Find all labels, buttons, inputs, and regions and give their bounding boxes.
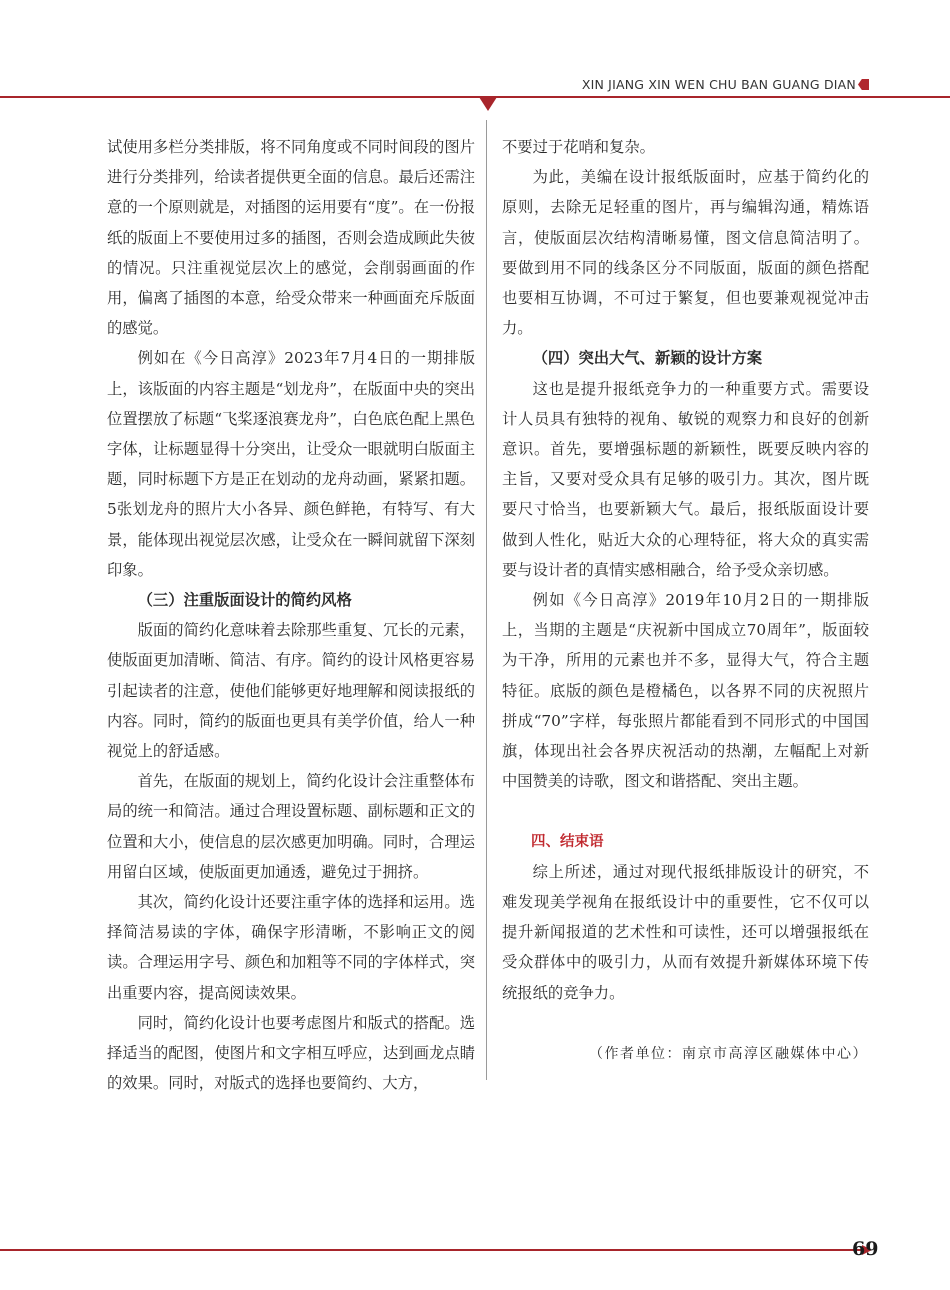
left-paragraph-4: 首先，在版面的规划上，简约化设计会注重整体布局的统一和简洁。通过合理设置标题、副标题和正文的位置和大小，使信息的层次感更加明确。同时，合理运用留白区域，使版面更加通透，避免过于拥挤。 [107,772,475,881]
author-affiliation: （作者单位：南京市高淳区融媒体中心） [589,1046,868,1062]
left-paragraph-1: 试使用多栏分类排版，将不同角度或不同时间段的图片进行分类排列，给读者提供更全面的信息。最后还需注意的一个原则就是，对插图的运用要有“度”。在一份报纸的版面上不要使用过多的插图，否则会造成顾此失彼的情况。只注重视觉层次上的感觉，会削弱画面的作用，偏离了插图的本意，给受众带来一种画面充斥版面的感觉。 [107,138,475,338]
left-paragraph-6: 同时，简约化设计也要考虑图片和版式的搭配。选择适当的配图，使图片和文字相互呼应，达到画龙点睛的效果。同时，对版式的选择也要简约、大方， [107,1013,475,1093]
running-header: XIN JIANG XIN WEN CHU BAN GUANG DIAN [581,77,856,92]
section-3-heading: （三）注重版面设计的简约风格 [137,591,352,610]
column-divider [486,120,487,1080]
right-column [502,132,869,1008]
right-paragraph-4: 例如《今日高淳》2019年10月2日的一期排版上，当期的主题是“庆祝新中国成立70周年”，版面较为干净，所用的元素也并不多，显得大气，符合主题特征。底版的颜色是橙橘色，以各界不同的庆祝照片拼成“70”字样，每张照片都能看到不同形式的中国国旗，体现出社会各界庆祝活动的热潮，左幅配上对新中国赞美的诗歌，图文和谐搭配、突出主题。 [502,591,869,791]
page-number: 69 [852,1238,879,1260]
section-4-heading: （四）突出大气、新颖的设计方案 [532,349,763,368]
left-column [107,132,475,1099]
header-notch-icon [479,97,497,111]
left-paragraph-2: 例如在《今日高淳》2023年7月4日的一期排版上，该版面的内容主题是“划龙舟”，在版面中央的突出位置摆放了标题“飞桨逐浪赛龙舟”，白色底色配上黑色字体，让标题显得十分突出，让受众一眼就明白版面主题，同时标题下方是正在划动的龙舟动画，紧紧扣题。5张划龙舟的照片大小各异、颜色鲜艳，有特写、有大景，能体现出视觉层次感，让受众在一瞬间就留下深刻印象。 [107,349,475,579]
right-paragraph-3: 这也是提升报纸竞争力的一种重要方式。需要设计人员具有独特的视角、敏锐的观察力和良好的创新意识。首先，要增强标题的新颖性，既要反映内容的主旨，又要对受众具有足够的吸引力。其次，图片既要尺寸恰当，也要新颖大气。最后，报纸版面设计要做到人性化，贴近大众的心理特征，将大众的真实需要与设计者的真情实感相融合，给予受众亲切感。 [502,379,869,579]
header-rule [0,96,950,98]
right-paragraph-1: 不要过于花哨和复杂。 [502,138,655,156]
right-paragraph-2: 为此，美编在设计报纸版面时，应基于简约化的原则，去除无足轻重的图片，再与编辑沟通，精炼语言，使版面层次结构清晰易懂，图文信息简洁明了。要做到用不同的线条区分不同版面，版面的颜色搭配也要相互协调，不可过于繁复，但也要兼观视觉冲击力。 [502,168,869,338]
header-marker-icon [858,79,869,90]
footer-rule [0,1249,862,1251]
left-paragraph-5: 其次，简约化设计还要注重字体的选择和运用。选择简洁易读的字体，确保字形清晰，不影响正文的阅读。合理运用字号、颜色和加粗等不同的字体样式，突出重要内容，提高阅读效果。 [107,893,475,1002]
conclusion-heading: 四、结束语 [531,833,604,850]
left-paragraph-3: 版面的简约化意味着去除那些重复、冗长的元素，使版面更加清晰、简洁、有序。简约的设计风格更容易引起读者的注意，使他们能够更好地理解和阅读报纸的内容。同时，简约的版面也更具有美学价值，给人一种视觉上的舒适感。 [107,621,475,761]
right-paragraph-5: 综上所述，通过对现代报纸排版设计的研究，不难发现美学视角在报纸设计中的重要性，它不仅可以提升新闻报道的艺术性和可读性，还可以增强报纸在受众群体中的吸引力，从而有效提升新媒体环境下传统报纸的竞争力。 [502,862,869,1002]
